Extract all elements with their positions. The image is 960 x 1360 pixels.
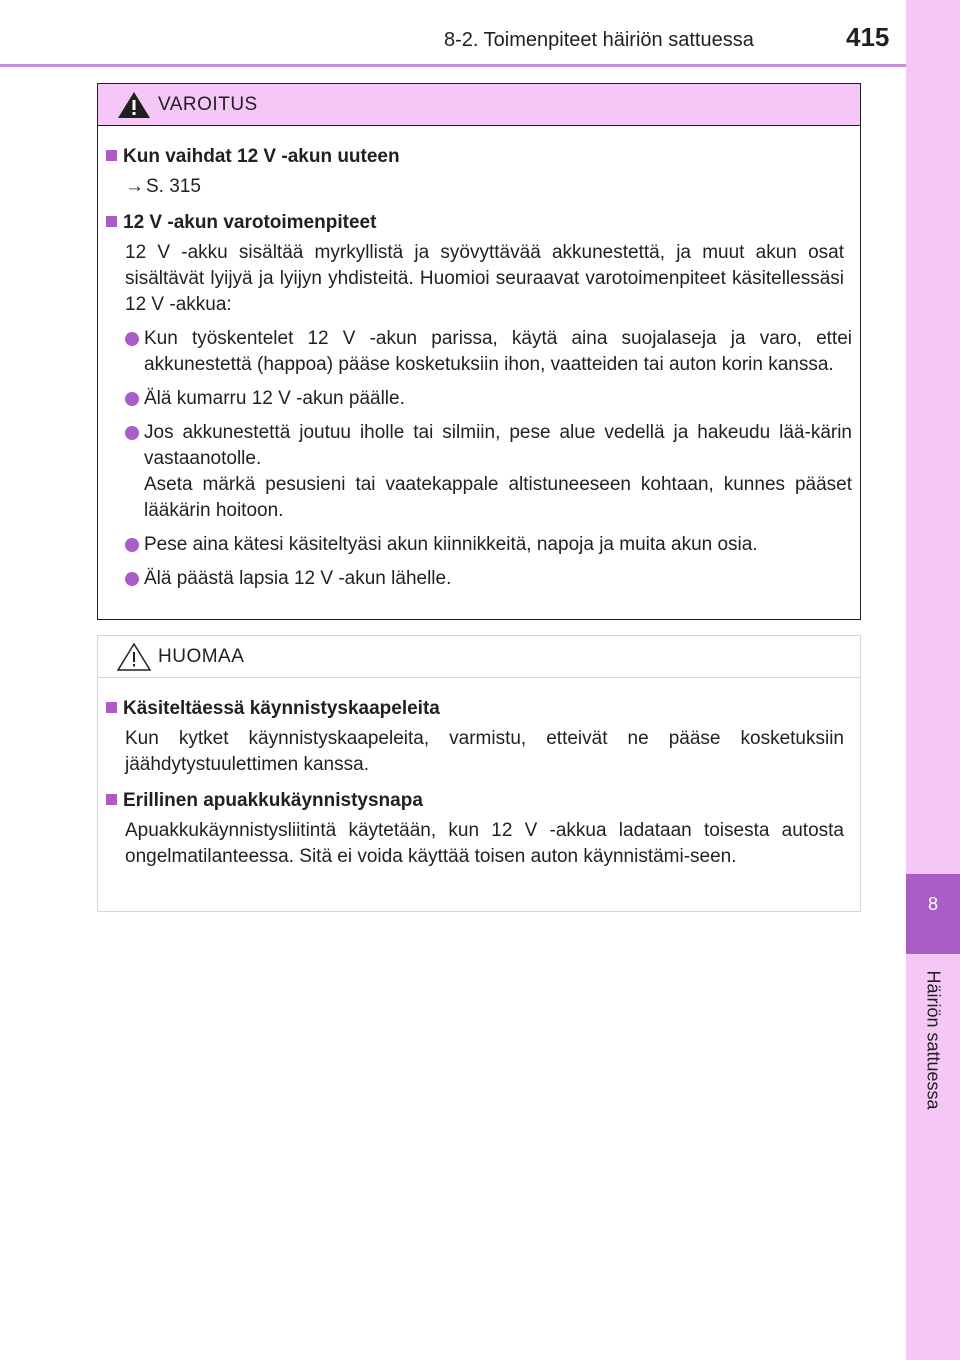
- round-bullet-icon: [125, 572, 139, 586]
- square-bullet-icon: [106, 794, 117, 805]
- round-bullet-icon: [125, 392, 139, 406]
- notice-box: [97, 635, 861, 912]
- section-heading-text: Käsiteltäessä käynnistyskaapeleita: [123, 698, 440, 719]
- section-text: Apuakkukäynnistysliitintä käytetään, kun 12 V -akkua ladataan toisesta autosta ongelmatilanteessa. Sitä ei voida käyttää toisen auton käynnistämi-seen.: [125, 820, 844, 867]
- side-tab-chapter-label: Häiriön sattuessa: [923, 970, 944, 1110]
- reference-text: S. 315: [146, 176, 201, 197]
- list-item-text: Jos akkunestettä joutuu iholle tai silmiin, pese alue vedellä ja hakeudu lää-kärin vastaanotolle.: [144, 422, 852, 469]
- list-item: [125, 532, 852, 558]
- section-heading: [106, 788, 852, 814]
- list-item-text-continued: Aseta märkä pesusieni tai vaatekappale altistuneeseen kohtaan, kunnes pääset lääkärin hoitoon.: [144, 474, 852, 521]
- section-heading-text: 12 V -akun varotoimenpiteet: [123, 212, 377, 233]
- section-title: 8-2. Toimenpiteet häiriön sattuessa: [444, 29, 754, 51]
- warning-triangle-icon: [116, 90, 152, 120]
- warning-box: [97, 83, 861, 620]
- section-heading: [106, 210, 852, 236]
- warning-body: [98, 126, 860, 592]
- section-heading: [106, 696, 852, 722]
- section-heading: [106, 144, 852, 170]
- notice-title: HUOMAA: [158, 645, 245, 667]
- section-text: Kun kytket käynnistyskaapeleita, varmistu, etteivät ne pääse kosketuksiin jäähdytystuulettimen kanssa.: [125, 728, 844, 775]
- square-bullet-icon: [106, 216, 117, 227]
- section-heading-text: Kun vaihdat 12 V -akun uuteen: [123, 146, 400, 167]
- round-bullet-icon: [125, 426, 139, 440]
- arrow-right-icon: →: [125, 176, 144, 197]
- square-bullet-icon: [106, 150, 117, 161]
- list-item: [125, 420, 852, 524]
- round-bullet-icon: [125, 538, 139, 552]
- page-reference[interactable]: [125, 174, 844, 200]
- list-item-text: Kun työskentelet 12 V -akun parissa, käytä aina suojalaseja ja varo, ettei akkunestettä (happoa) pääse kosketuksiin ihon, vaatteiden tai auton korin kanssa.: [144, 328, 852, 375]
- list-item-text: Pese aina kätesi käsiteltyäsi akun kiinnikkeitä, napoja ja muita akun osia.: [144, 534, 758, 555]
- section-heading-text: Erillinen apuakkukäynnistysnapa: [123, 790, 423, 811]
- notice-box-header: [98, 636, 860, 678]
- section-intro: 12 V -akku sisältää myrkyllistä ja syövyttävää akkunestettä, ja muut akun osat sisältävät lyijyä ja lyijyn yhdisteitä. Huomioi seuraavat varotoimenpiteet käsitellessäsi 12 V -akkua:: [125, 242, 844, 315]
- list-item-text: Älä kumarru 12 V -akun päälle.: [144, 388, 405, 409]
- list-item: [125, 566, 852, 592]
- caution-triangle-icon: [116, 642, 152, 672]
- list-item: [125, 386, 852, 412]
- header-rule: [0, 64, 906, 67]
- square-bullet-icon: [106, 702, 117, 713]
- list-item-text-group: [144, 420, 852, 524]
- side-tab-chapter-number: 8: [927, 894, 938, 914]
- page-number: 415: [846, 22, 890, 52]
- side-tab: [906, 0, 960, 1360]
- warning-title: VAROITUS: [158, 93, 258, 115]
- notice-body: [98, 678, 860, 870]
- warning-box-header: [98, 84, 860, 126]
- list-item: [125, 326, 852, 378]
- list-item-text: Älä päästä lapsia 12 V -akun lähelle.: [144, 568, 452, 589]
- round-bullet-icon: [125, 332, 139, 346]
